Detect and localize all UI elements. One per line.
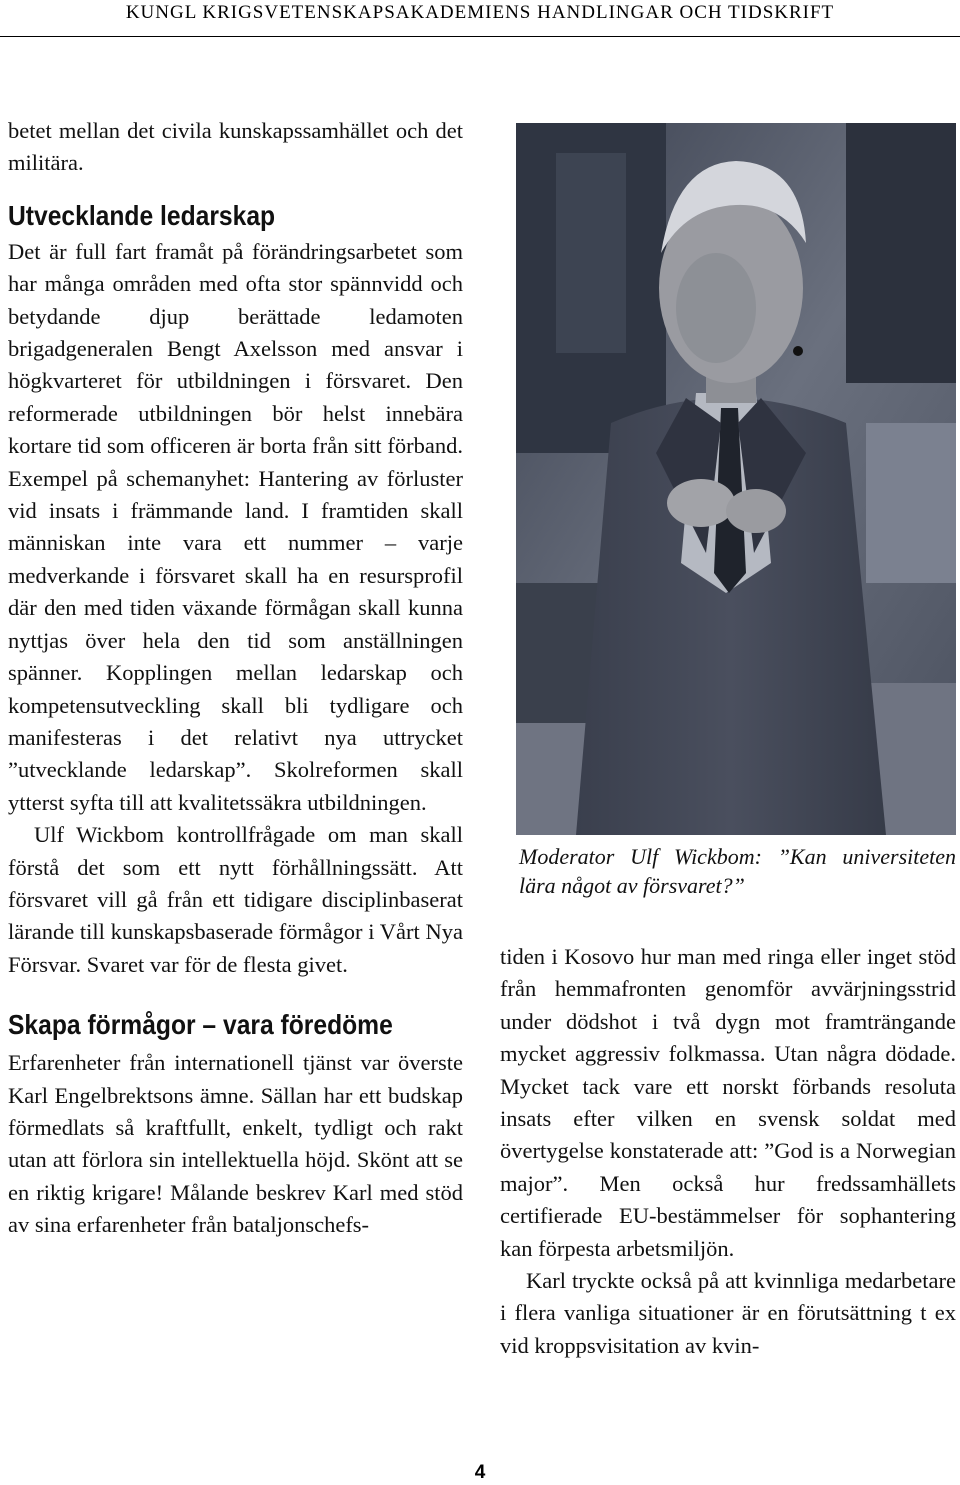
section-heading-utvecklande-ledarskap: Utvecklande ledarskap — [8, 199, 276, 231]
page-number: 4 — [474, 1462, 486, 1483]
running-header: KUNGL KRIGSVETENSKAPSAKADEMIENS HANDLINGAR OCH TIDSKRIFT — [125, 2, 835, 23]
left-column — [8, 115, 463, 1242]
body-paragraph-3: Erfarenheter från internationell tjänst var överste Karl Engelbrektsons ämne. Sällan har ett budskap förmedlats så kraftfullt, enkelt, tydligt och rakt utan att förlora sin intellektuella höjd. Skönt att se en riktig krigare! Målande beskrev Karl med stöd av sina erfarenheter från bataljonschefs- — [8, 1050, 463, 1238]
section-heading-skapa-formagor: Skapa förmågor – vara föredöme — [8, 1009, 393, 1041]
photo-caption: Moderator Ulf Wickbom: ”Kan universiteten lära något av försvaret?” — [519, 844, 956, 898]
body-paragraph-1: Det är full fart framåt på förändringsarbetet som har många områden med ofta stor spännvidd och betydande djup berättade ledamoten brigadgeneralen Bengt Axelsson med ansvar i högkvarteret för utbildningen i försvaret. Den reformerade utbildningen bör helst innebära kortare tid som officeren är borta från sitt förband. Exempel på schemanyhet: Hantering av förluster vid insats i främmande land. I framtiden skall människan inte vara ett nummer – varje medverkande i försvaret skall ha en resursprofil där den med tiden växande förmågan skall kunna nyttjas över hela den tid som anställningen spänner. Kopplingen mellan ledarskap och kompetensutveckling skall bli tydligare och manifesteras i det relativt nya uttrycket ”utvecklande ledarskap”. Skolreformen skall ytterst syfta till att kvalitetssäkra utbildningen. — [8, 238, 463, 815]
intro-paragraph: betet mellan det civila kunskapssamhället och det militära. — [8, 118, 463, 176]
body-paragraph-4: tiden i Kosovo hur man med ringa eller inget stöd från hemmafronten genomför avvärjningsstrid under dödshot i två dygn mot framträngande mycket aggressiv folkmassa. Utan några dödade. Mycket tack vare ett norskt förbands resoluta insats efter vilken en svensk soldat med övertygelse konstaterade att: ”God is a Norwegian major”. Men också hur fredssamhällets certifierade EU-bestämmelser för sophantering kan förpesta arbetsmiljön. — [500, 944, 956, 1261]
photo-illustration — [516, 123, 956, 835]
body-paragraph-2: Ulf Wickbom kontrollfrågade om man skall förstå det som ett nytt förhållningssätt. Att försvaret vill gå från ett tidigare disciplinbaserat lärande till kunskapsbaserade förmågor i Vårt Nya Försvar. Svaret var för de flesta givet. — [8, 822, 463, 977]
body-paragraph-5: Karl tryckte också på att kvinnliga medarbetare i flera vanliga situationer är en förutsättning t ex vid kroppsvisitation av kvin- — [500, 1268, 956, 1358]
right-column — [500, 941, 956, 1362]
header-rule — [0, 36, 960, 37]
photo-moderator — [516, 123, 956, 835]
